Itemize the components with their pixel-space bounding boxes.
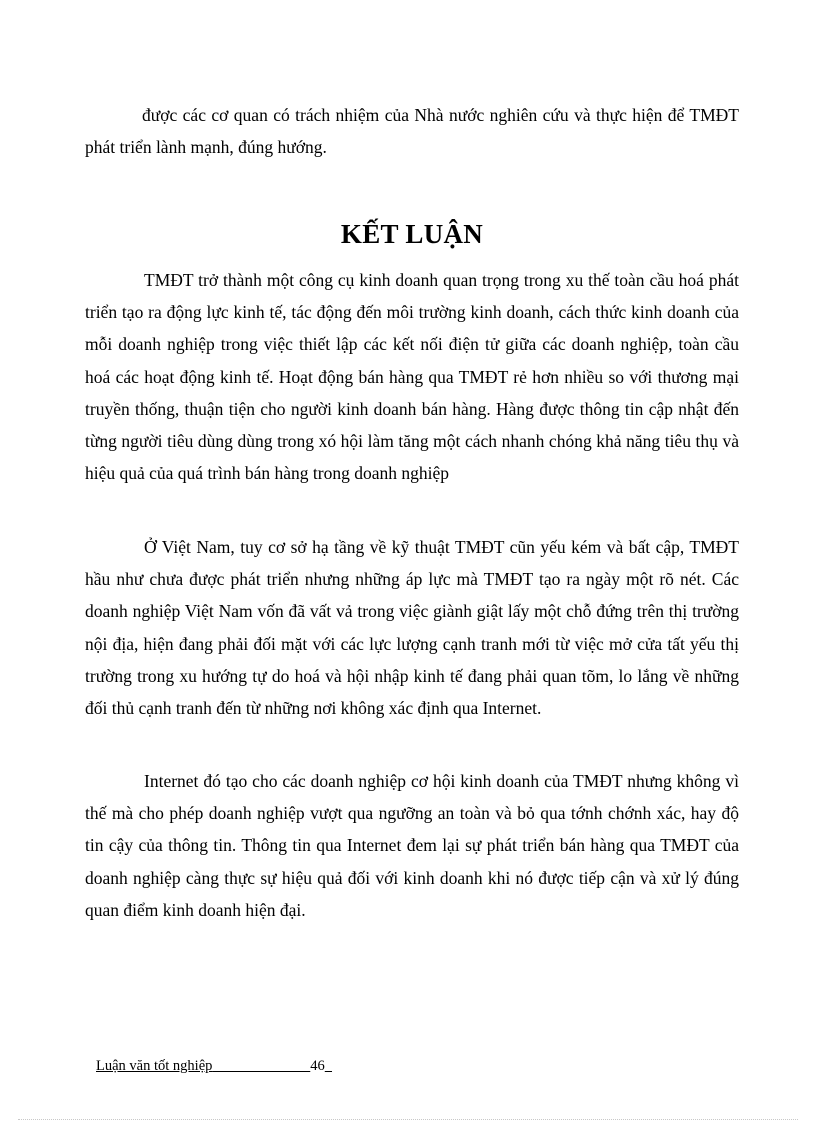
intro-paragraph: được các cơ quan có trách nhiệm của Nhà nước nghiên cứu và thực hiện để TMĐT phát triển lành mạnh, đúng hướng. — [85, 105, 739, 158]
page-bottom-divider — [18, 1119, 798, 1120]
section-heading: KẾT LUẬN — [340, 219, 484, 249]
conclusion-paragraph-1: TMĐT trở thành một công cụ kinh doanh quan trọng trong xu thế toàn cầu hoá phát triển tạo ra động lực kinh tế, tác động đến môi trường kinh doanh, cách thức kinh doanh của mỗi doanh nghiệp trong việc thiết lập các kết nối điện tử giữa các doanh nghiệp, toàn cầu hoá các hoạt động kinh tế. Hoạt động bán hàng qua TMĐT rẻ hơn nhiều so với thương mại truyền thống, thuận tiện cho người kinh doanh bán hàng. Hàng được thông tin cập nhật đến từng người tiêu dùng dùng trong xó hội làm tăng một cách nhanh chóng khả năng tiêu thụ và hiệu quả của quá trình bán hàng trong doanh nghiệp — [85, 270, 739, 484]
page-footer — [96, 1056, 332, 1076]
conclusion-paragraph-2: Ở Việt Nam, tuy cơ sở hạ tầng về kỹ thuật TMĐT cũn yếu kém và bất cập, TMĐT hầu như chưa được phát triển nhưng những áp lực mà TMĐT tạo ra ngày một rõ nét. Các doanh nghiệp Việt Nam vốn đã vất vả trong việc giành giật lấy một chỗ đứng trên thị trường nội địa, hiện đang phải đối mặt với các lực lượng cạnh tranh mới từ việc mở cửa tất yếu thị trường trong xu hướng tự do hoá và hội nhập kinh tế đang phải quan tõm, lo lắng về những đối thủ cạnh tranh đến từ những nơi không xác định qua Internet. — [85, 537, 739, 719]
page-number: 46 — [310, 1058, 325, 1074]
footer-label: Luận văn tốt nghiệp — [96, 1058, 213, 1074]
conclusion-paragraph-3: Internet đó tạo cho các doanh nghiệp cơ hội kinh doanh của TMĐT nhưng không vì thế mà cho phép doanh nghiệp vượt qua ngưỡng an toàn và bỏ qua tớnh chớnh xác, hay độ tin cậy của thông tin. Thông tin qua Internet đem lại sự phát triển bán hàng qua TMĐT của doanh nghiệp càng thực sự hiệu quả đối với kinh doanh khi nó được tiếp cận và xử lý đúng quan điểm kinh doanh hiện đại. — [85, 771, 739, 920]
